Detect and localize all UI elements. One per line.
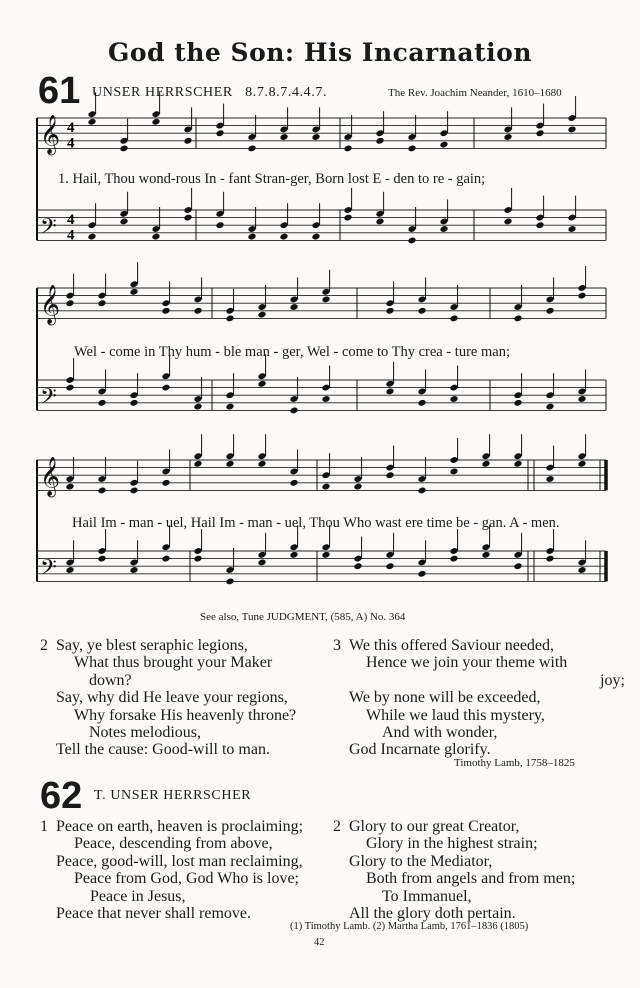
- verse-number: 3: [333, 637, 341, 654]
- note-head: [417, 307, 426, 315]
- note-head: [215, 221, 224, 229]
- note-head: [535, 129, 544, 137]
- note-head: [545, 555, 554, 563]
- note-head: [343, 214, 352, 222]
- time-signature-bottom: 4: [67, 135, 75, 152]
- note-head: [129, 399, 138, 407]
- note-head: [183, 214, 192, 222]
- note-head: [65, 483, 74, 491]
- note-head: [87, 233, 96, 241]
- verse-line: joy;: [600, 671, 625, 689]
- bass-clef-icon: 𝄢: [40, 214, 57, 245]
- verse-number: 2: [40, 637, 48, 654]
- note-head: [279, 133, 288, 141]
- note-head: [161, 384, 170, 392]
- note-head: [129, 288, 138, 296]
- note-head: [385, 387, 394, 395]
- note-head: [311, 233, 320, 241]
- verse-line: Say, why did He leave your regions,: [56, 689, 288, 707]
- note-head: [321, 395, 330, 403]
- verse-line: down?: [89, 671, 132, 689]
- note-head: [545, 475, 554, 483]
- hymn-62-verse-2: [333, 818, 575, 922]
- note-head: [257, 311, 266, 319]
- note-head: [513, 314, 522, 322]
- note-head: [65, 299, 74, 307]
- note-head: [577, 395, 586, 403]
- note-head: [129, 486, 138, 494]
- note-head: [183, 137, 192, 145]
- note-head: [385, 471, 394, 479]
- verse-line: Why forsake His heavenly throne?: [74, 706, 297, 724]
- note-head: [375, 217, 384, 225]
- note-head: [97, 299, 106, 307]
- note-head: [151, 118, 160, 126]
- note-head: [449, 314, 458, 322]
- note-head: [417, 570, 426, 578]
- verse-line: And with wonder,: [382, 724, 498, 742]
- verse-line: Both from angels and from men;: [366, 870, 576, 888]
- note-head: [577, 566, 586, 574]
- note-head: [129, 566, 138, 574]
- verse-line: Glory in the highest strain;: [366, 835, 538, 853]
- note-head: [385, 562, 394, 570]
- time-signature-top: 4: [67, 212, 75, 229]
- note-head: [407, 144, 416, 152]
- note-head: [311, 133, 320, 141]
- note-head: [161, 307, 170, 315]
- note-head: [439, 141, 448, 149]
- note-head: [407, 236, 416, 244]
- note-head: [119, 217, 128, 225]
- note-head: [375, 137, 384, 145]
- bass-clef-icon: 𝄢: [40, 555, 57, 586]
- note-head: [289, 303, 298, 311]
- hymn-61-verse-2: [40, 637, 296, 759]
- note-head: [343, 144, 352, 152]
- verse-line: We by none will be exceeded,: [349, 689, 541, 707]
- note-head: [417, 399, 426, 407]
- treble-clef-icon: 𝄞: [40, 456, 61, 497]
- note-head: [321, 295, 330, 303]
- verse-line: Peace that never shall remove.: [56, 905, 252, 923]
- treble-clef-icon: 𝄞: [40, 284, 61, 325]
- note-head: [513, 562, 522, 570]
- note-head: [247, 233, 256, 241]
- note-head: [513, 399, 522, 407]
- note-head: [161, 555, 170, 563]
- note-head: [87, 118, 96, 126]
- verse-line: What thus brought your Maker: [74, 654, 273, 672]
- verse-line: Notes melodious,: [89, 724, 201, 742]
- note-head: [193, 307, 202, 315]
- section-title: God the Son: His Incarnation: [107, 38, 532, 67]
- note-head: [161, 479, 170, 487]
- note-head: [289, 406, 298, 414]
- verse-line: Peace, good-will, lost man reclaiming,: [56, 852, 303, 870]
- note-head: [279, 233, 288, 241]
- note-head: [321, 551, 330, 559]
- verse-line: God Incarnate glorify.: [349, 741, 491, 759]
- note-head: [577, 460, 586, 468]
- hymn-61-number: 61: [38, 70, 81, 112]
- see-also-note: See also, Tune JUDGMENT, (585, A) No. 364: [200, 611, 406, 623]
- note-head: [417, 486, 426, 494]
- note-head: [545, 307, 554, 315]
- tune-meter: 8.7.8.7.4.4.7.: [245, 85, 328, 100]
- note-head: [247, 144, 256, 152]
- bass-clef-icon: 𝄢: [40, 384, 57, 415]
- note-head: [97, 399, 106, 407]
- note-head: [503, 217, 512, 225]
- note-head: [449, 555, 458, 563]
- note-head: [481, 460, 490, 468]
- verse-line: Hence we join your theme with: [366, 654, 568, 672]
- note-head: [225, 314, 234, 322]
- note-head: [353, 562, 362, 570]
- note-head: [449, 395, 458, 403]
- lyric-line-2: Wel - come in Thy hum - ble man - ger, Wel - come to Thy crea - ture man;: [74, 344, 510, 360]
- note-head: [257, 380, 266, 388]
- lyric-line-1: 1. Hail, Thou wond-rous In - fant Stran-ger, Born lost E - den to re - gain;: [58, 171, 486, 187]
- note-head: [97, 555, 106, 563]
- note-head: [385, 307, 394, 315]
- note-head: [65, 384, 74, 392]
- hymn-61-verse-3: [333, 637, 625, 759]
- note-head: [535, 221, 544, 229]
- verse-number: 1: [40, 818, 48, 835]
- note-head: [97, 486, 106, 494]
- note-head: [567, 225, 576, 233]
- lyric-line-3: Hail Im - man - uel, Hail Im - man - uel, Thou Who wast ere time be - gan. A - men.: [72, 515, 560, 531]
- hymn-62-tune: T. UNSER HERRSCHER: [94, 788, 252, 803]
- note-head: [225, 577, 234, 585]
- hymn-61-credit: Timothy Lamb, 1758–1825: [454, 757, 575, 769]
- verse-line: To Immanuel,: [382, 887, 472, 905]
- note-head: [193, 555, 202, 563]
- hymn-62-footnote: (1) Timothy Lamb. (2) Martha Lamb, 1761–1836 (1805): [290, 921, 529, 932]
- note-head: [449, 467, 458, 475]
- note-head: [289, 479, 298, 487]
- note-head: [481, 551, 490, 559]
- note-head: [193, 460, 202, 468]
- note-head: [193, 403, 202, 411]
- note-head: [257, 558, 266, 566]
- note-head: [577, 292, 586, 300]
- treble-clef-icon: 𝄞: [40, 114, 61, 155]
- note-head: [289, 551, 298, 559]
- note-head: [119, 144, 128, 152]
- note-head: [215, 129, 224, 137]
- note-head: [439, 225, 448, 233]
- verse-line: Tell the cause: Good-will to man.: [56, 741, 270, 759]
- note-head: [321, 483, 330, 491]
- note-head: [151, 233, 160, 241]
- note-head: [225, 403, 234, 411]
- note-head: [65, 566, 74, 574]
- note-head: [257, 460, 266, 468]
- verse-number: 2: [333, 818, 341, 835]
- verse-line: Say, ye blest seraphic legions,: [56, 637, 248, 654]
- note-head: [545, 403, 554, 411]
- verse-line: While we laud this mystery,: [366, 706, 545, 724]
- verse-line: Peace on earth, heaven is proclaiming;: [56, 818, 304, 835]
- page-number: 42: [314, 937, 325, 948]
- verse-line: Peace from God, God Who is love;: [74, 870, 299, 888]
- time-signature-top: 4: [67, 120, 75, 137]
- verse-line: All the glory doth pertain.: [349, 905, 516, 923]
- note-head: [503, 133, 512, 141]
- hymn-61-author: The Rev. Joachim Neander, 1610–1680: [388, 87, 562, 99]
- verse-line: Glory to our great Creator,: [349, 818, 520, 835]
- tune-name: UNSER HERRSCHER: [92, 85, 233, 100]
- verse-line: Peace in Jesus,: [90, 887, 186, 905]
- verse-line: Peace, descending from above,: [74, 835, 273, 853]
- time-signature-bottom: 4: [67, 227, 75, 244]
- verse-line: We this offered Saviour needed,: [349, 637, 555, 654]
- note-head: [225, 460, 234, 468]
- verse-line: Glory to the Mediator,: [349, 852, 493, 870]
- hymn-62-number: 62: [40, 775, 83, 817]
- hymn-62-verse-1: [40, 818, 303, 922]
- note-head: [513, 460, 522, 468]
- note-head: [353, 483, 362, 491]
- note-head: [567, 125, 576, 133]
